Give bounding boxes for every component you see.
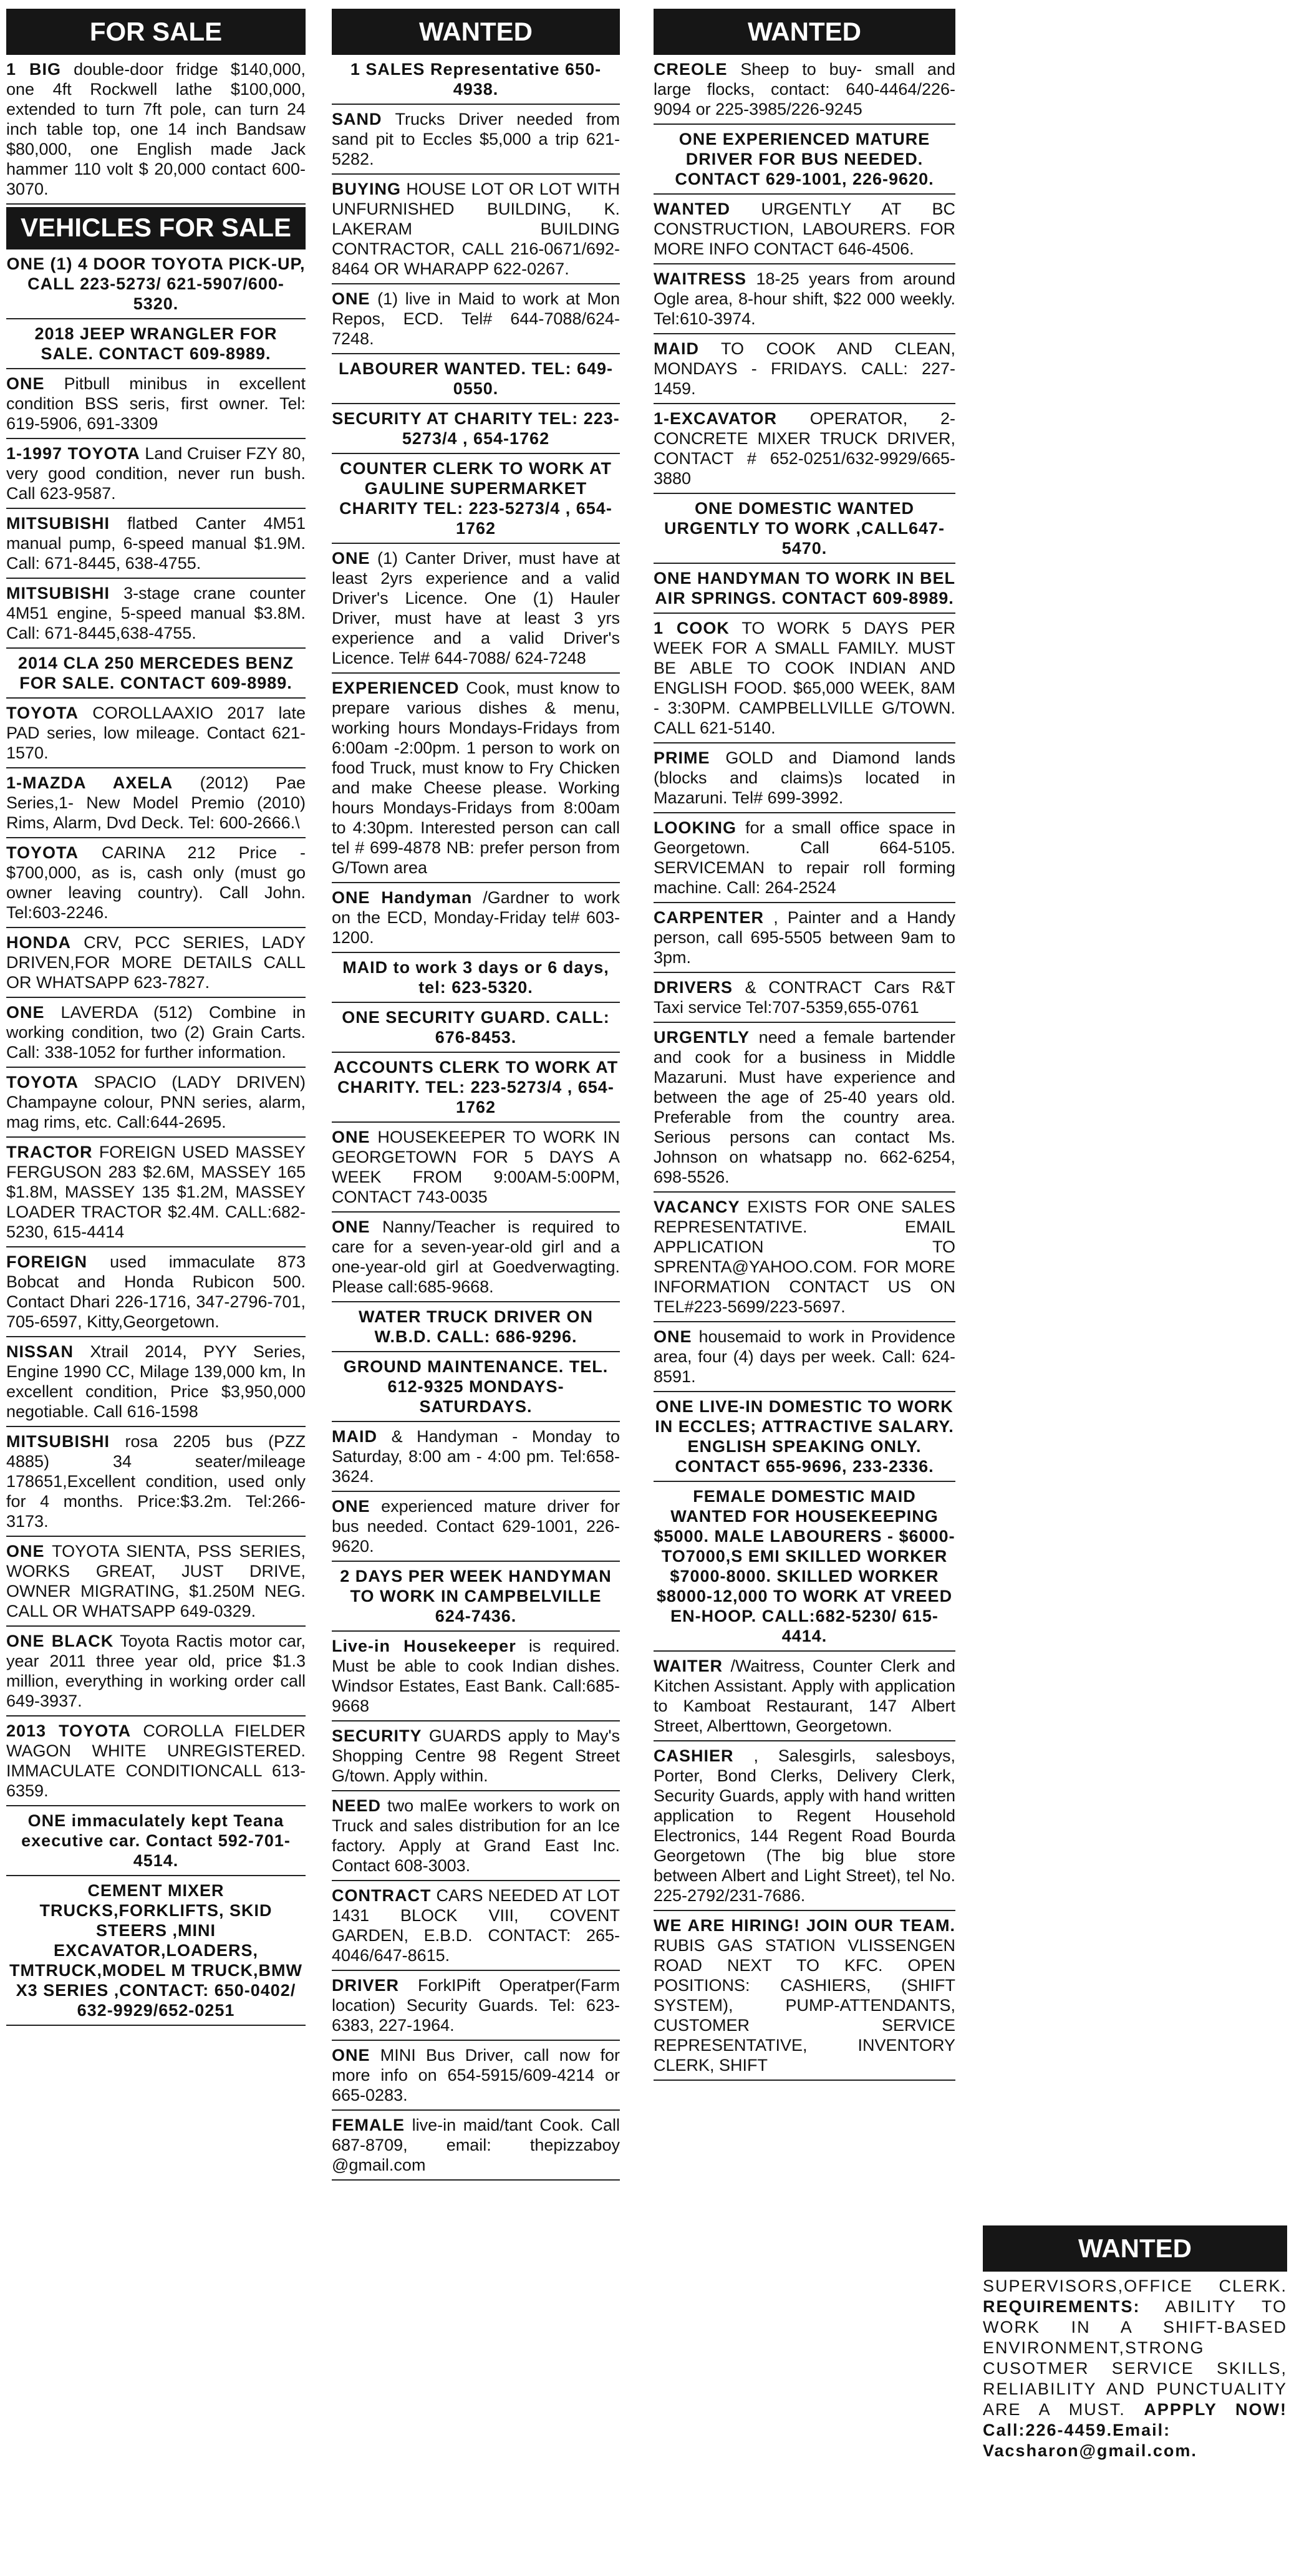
ad-text: HOUSEKEEPER TO WORK IN GEORGETOWN FOR 5 DAYS A WEEK FROM 9:00AM-5:00PM, CONTACT 743-0035 [332,1128,620,1207]
classified-ad [654,55,955,125]
ad-lead: HONDA [6,933,71,952]
ad-text: LAVERDA (512) Combine in working condition, two (2) Grain Carts. Call: 338-1052 for further information. [6,1003,306,1062]
ad-lead: ONE [332,1218,370,1237]
ad-list-for-sale [6,55,306,205]
classified-ad [654,1392,955,1482]
section-header-vehicles: VEHICLES FOR SALE [6,207,306,249]
ad-text: 3-stage crane counter 4M51 engine, 5-speed manual $3.8M. Call: 671-8445,638-4755. [6,584,306,643]
ad-lead: ONE [332,2046,370,2065]
classified-ad [654,1322,955,1392]
ad-text: Pitbull minibus in excellent condition BSS seris, first owner. Tel: 619-5906, 691-3309 [6,374,306,433]
ad-list-wanted-2 [654,55,955,2081]
ad-text: live-in maid/tant Cook. Call 687-8709, email: thepizzaboy @gmail.com [332,2116,620,2175]
ad-lead: WAITRESS [654,269,747,289]
ad-text: GUARDS apply to May's Shopping Centre 98 Regent Street G/town. Apply within. [332,1726,620,1786]
ad-lead: NEED [332,1796,382,1816]
classified-ad [332,883,620,953]
ad-lead: PRIME [654,748,710,768]
ad-lead: 1 SALES Representative 650-4938. [350,60,602,99]
ad-lead: WAITER [654,1657,723,1676]
classified-ad [6,998,306,1068]
ad-lead: COUNTER CLERK TO WORK AT GAULINE SUPERMARKET CHARITY TEL: 223-5273/4 , 654-1762 [339,459,612,538]
ad-text: CRV, PCC SERIES, LADY DRIVEN,FOR MORE DETAILS CALL OR WHATSAPP 623-7827. [6,933,306,992]
classified-ad [6,1427,306,1537]
classified-ad [654,614,955,743]
ad-lead: CREOLE [654,60,728,79]
ad-text: FOREIGN USED MASSEY FERGUSON 283 $2.6M, MASSEY 165 $1.8M, MASSEY 135 $1.2M, MASSEY LOADER TRACTOR $2.4M. CALL:682-5230, 615-4414 [6,1143,306,1242]
classified-ad [983,2272,1287,2466]
ad-lead: ONE [654,1327,692,1347]
ad-lead: MITSUBISHI [6,1432,110,1451]
ad-lead: LABOURER WANTED. TEL: 649-0550. [338,359,614,399]
ad-lead: ONE HANDYMAN TO WORK IN BEL AIR SPRINGS. CONTACT 609-8989. [654,569,955,608]
ad-lead: EXPERIENCED [332,679,460,698]
ad-text: , Painter and a Handy person, call 695-5505 between 9am to 3pm. [654,908,955,967]
classified-ad [654,973,955,1023]
ad-lead: ONE [332,549,370,568]
ad-lead: 2014 CLA 250 MERCEDES BENZ FOR SALE. CONTACT 609-8989. [17,654,294,693]
ad-lead: ONE SECURITY GUARD. CALL: 676-8453. [342,1008,610,1047]
ad-lead: GROUND MAINTENANCE. TEL. 612-9325 MONDAYS-SATURDAYS. [343,1357,609,1416]
ad-lead: TOYOTA [6,843,79,863]
classified-ad [332,1721,620,1791]
classified-ad [332,1213,620,1302]
classified-ad [654,903,955,973]
classified-ad [654,195,955,264]
ad-lead: SAND [332,110,382,129]
ad-lead: 1 COOK [654,619,730,638]
ad-lead: REQUIREMENTS: [983,2297,1141,2317]
ad-lead: ONE [6,374,45,394]
ad-lead: CARPENTER [654,908,765,927]
classified-ad [6,439,306,509]
classified-ad [332,354,620,404]
ad-lead: 1-EXCAVATOR [654,409,778,429]
classified-ad [654,1193,955,1322]
ad-text: experienced mature driver for bus needed. Contact 629-1001, 226-9620. [332,1497,620,1556]
section-header-wanted: WANTED [332,9,620,55]
ad-text: Nanny/Teacher is required to care for a seven-year-old girl and a one-year-old girl at Goedverwagting. Please call:685-9668. [332,1218,620,1297]
classified-ad [654,1911,955,2081]
ad-text: ABILITY TO WORK IN A SHIFT-BASED ENVIRONMENT,STRONG CUSOTMER SERVICE SKILLS, RELIABILITY AND PUNCTUALITY ARE A MUST. [983,2297,1287,2419]
ad-text: OPERATOR, 2- CONCRETE MIXER TRUCK DRIVER, CONTACT # 652-0251/632-9929/665-3880 [654,409,955,488]
ad-lead: ONE [6,1542,45,1561]
ad-lead: ONE [332,289,370,309]
ad-text: CARS NEEDED AT LOT 1431 BLOCK VIII, COVENT GARDEN, E.B.D. CONTACT: 265-4046/647-8615. [332,1886,620,1965]
ad-text: flatbed Canter 4M51 manual pump, 6-speed manual $1.9M. Call: 671-8445, 638-4755. [6,514,306,573]
classified-ad [654,1652,955,1741]
ad-text: SPACIO (LADY DRIVEN) Champayne colour, PNN series, alarm, mag rims, etc. Call:644-2695. [6,1073,306,1132]
classified-ad [654,743,955,813]
classified-ad [332,1352,620,1422]
ad-text: MINI Bus Driver, call now for more info on 654-5915/609-4214 or 665-0283. [332,2046,620,2105]
ad-text: Land Cruiser FZY 80, very good condition, never run bush. Call 623-9587. [6,444,306,503]
ad-lead: ONE [6,1003,45,1022]
ad-lead: FOREIGN [6,1252,88,1272]
ad-lead: ONE [332,1497,370,1516]
classified-ad [332,1881,620,1971]
ad-text: (1) Canter Driver, must have at least 2yrs experience and a valid Driver's Licence. One (1) Hauler Driver, must have at least 3 yrs experience and a valid Driver's Licence. Tel# 644-7088/ 624-7248 [332,549,620,668]
ad-list-wanted-1 [332,55,620,2181]
ad-lead: BUYING [332,180,402,199]
ad-lead: CEMENT MIXER TRUCKS,FORKLIFTS, SKID STEERS ,MINI EXCAVATOR,LOADERS, TMTRUCK,MODEL M TRUCK,BMW X3 SERIES ,CONTACT: 650-0402/ 632-9929/652-0251 [9,1881,302,2020]
classified-ad [6,928,306,998]
classified-ad [6,579,306,649]
ad-lead: VACANCY [654,1198,740,1217]
ad-lead: DRIVER [332,1976,400,1995]
classified-ad [332,674,620,883]
classified-ad [332,544,620,674]
ad-text: RUBIS GAS STATION VLISSENGEN ROAD NEXT TO KFC. OPEN POSITIONS: CASHIERS, (SHIFT SYSTEM), PUMP-ATTENDANTS, CUSTOMER SERVICE REPRESENTATIVE, INVENTORY CLERK, SHIFT [654,1936,955,2075]
ad-lead: ONE LIVE-IN DOMESTIC TO WORK IN ECCLES; ATTRACTIVE SALARY. ENGLISH SPEAKING ONLY. CONTACT 655-9696, 233-2336. [655,1397,954,1476]
classified-ad [6,768,306,838]
classified-ad [6,1337,306,1427]
ad-lead: NISSAN [6,1342,74,1362]
classified-ad [332,1632,620,1721]
classified-ad [332,1562,620,1632]
ad-text: TO COOK AND CLEAN, MONDAYS - FRIDAYS. CALL: 227-1459. [654,339,955,399]
ad-text: SUPERVISORS,OFFICE CLERK. [983,2277,1287,2296]
classified-ad [332,2111,620,2181]
classified-ad [6,249,306,319]
ad-text: for a small office space in Georgetown. Call 664-5105. SERVICEMAN to repair roll forming machine. Call: 264-2524 [654,818,955,898]
classified-ad [332,284,620,354]
classified-ad [654,264,955,334]
ad-text: housemaid to work in Providence area, four (4) days per week. Call: 624-8591. [654,1327,955,1387]
ad-lead: TOYOTA [6,704,79,723]
ad-lead: WATER TRUCK DRIVER ON W.B.D. CALL: 686-9296. [359,1307,593,1347]
classified-ad [332,1302,620,1352]
ad-text: rosa 2205 bus (PZZ 4885) 34 seater/mileage 178651,Excellent condition, used only for 4 months. Price:$3.2m. Tel:266-3173. [6,1432,306,1531]
classified-ad [332,1053,620,1123]
classified-ad [332,454,620,544]
ad-text: two malEe workers to work on Truck and sales distribution for an Ice factory. Apply at Grand East Inc. Contact 608-3003. [332,1796,620,1876]
column-wanted-3 [983,2225,1287,2466]
ad-lead: FEMALE DOMESTIC MAID WANTED FOR HOUSEKEEPING $5000. MALE LABOURERS - $6000-TO7000,S EMI SKILLED WORKER $7000-8000. SKILLED WORKER $8000-12,000 TO WORK AT VREED EN-HOOP. CALL:682-5230/ 615-4414. [654,1487,955,1646]
classified-ad [332,55,620,105]
ad-lead: ONE [332,1128,370,1147]
ad-lead: ONE (1) 4 DOOR TOYOTA PICK-UP, CALL 223-5273/ 621-5907/600-5320. [6,254,306,314]
classified-ad [332,953,620,1003]
ad-lead: SECURITY AT CHARITY TEL: 223-5273/4 , 654-1762 [332,409,620,448]
classified-ad [332,1492,620,1562]
ad-lead: LOOKING [654,818,736,838]
ad-text: Toyota Ractis motor car, year 2011 three year old, price $1.3 million, everything in working order call 649-3937. [6,1632,306,1711]
ad-lead: 1 BIG [6,60,62,79]
classified-ad [654,1741,955,1911]
ad-lead: CASHIER [654,1746,734,1766]
classified-ad [6,1537,306,1627]
ad-lead: WANTED [654,200,730,219]
classified-ad [332,1003,620,1053]
ad-text: & CONTRACT Cars R&T Taxi service Tel:707-5359,655-0761 [654,978,955,1017]
ad-lead: MAID [332,1427,377,1446]
classified-ad [654,1482,955,1652]
ad-text: URGENTLY AT BC CONSTRUCTION, LABOURERS. FOR MORE INFO CONTACT 646-4506. [654,200,955,259]
classified-ad [654,125,955,195]
ad-text: GOLD and Diamond lands (blocks and claims)s located in Mazaruni. Tel# 699-3992. [654,748,955,808]
column-wanted-1 [332,9,620,2181]
ad-lead: FEMALE [332,2116,405,2135]
ad-list-vehicles [6,249,306,2026]
classified-ad [6,1806,306,1876]
ad-lead: ONE immaculately kept Teana executive car. Contact 592-701-4514. [21,1811,291,1871]
ad-text: is required. Must be able to cook Indian dishes. Windsor Estates, East Bank. Call:685-9668 [332,1637,620,1716]
classified-ad [654,1023,955,1193]
classified-ad [332,1123,620,1213]
ad-text: 18-25 years from around Ogle area, 8-hour shift, $22 000 weekly. Tel:610-3974. [654,269,955,329]
ad-lead: WE ARE HIRING! JOIN OUR TEAM. [654,1916,955,1935]
ad-text: Trucks Driver needed from sand pit to Eccles $5,000 a trip 621-5282. [332,110,620,169]
ad-text: /Gardner to work on the ECD, Monday-Friday tel# 603-1200. [332,888,620,947]
classified-ad [654,564,955,614]
section-header-wanted: WANTED [983,2225,1287,2272]
ad-lead: 1-1997 TOYOTA [6,444,140,463]
classified-ad [6,1717,306,1806]
classified-ad [332,105,620,175]
classified-ad [6,649,306,699]
ad-text: ForkIPift Operatper(Farm location) Security Guards. Tel: 623-6383, 227-1964. [332,1976,620,2035]
classified-ad [6,838,306,928]
ad-lead: URGENTLY [654,1028,750,1047]
classified-ad [6,1627,306,1717]
column-wanted-2 [654,9,955,2081]
ad-lead: MAID [654,339,699,359]
ad-lead: MITSUBISHI [6,514,110,533]
classified-ad [332,2041,620,2111]
ad-text: used immaculate 873 Bobcat and Honda Rubicon 500. Contact Dhari 226-1716, 347-2796-701, 705-6597, Kitty,Georgetown. [6,1252,306,1332]
section-header-for-sale: FOR SALE [6,9,306,55]
classified-ad [654,813,955,903]
ad-lead: ACCOUNTS CLERK TO WORK AT CHARITY. TEL: 223-5273/4 , 654-1762 [333,1058,619,1117]
column-for-sale [6,9,306,2026]
ad-text: TOYOTA SIENTA, PSS SERIES, WORKS GREAT, JUST DRIVE, OWNER MIGRATING, $1.250M NEG. CALL OR WHATSAPP 649-0329. [6,1542,306,1621]
ad-text: COROLLAAXIO 2017 late PAD series, low mileage. Contact 621-1570. [6,704,306,763]
ad-text: Xtrail 2014, PYY Series, Engine 1990 CC, Milage 139,000 km, In excellent condition, Price $3,950,000 negotiable. Call 616-1598 [6,1342,306,1421]
ad-text: Cook, must know to prepare various dishes & menu, working hours Mondays-Fridays from 6:00am -2:00pm. 1 person to work on food Truck, must know to Fry Chicken and make Cheese please. Working hours Mondays-Fridays from 8:00am to 4:30pm. Interested person can call tel # 699-4878 NB: prefer person from G/Town area [332,679,620,878]
classified-ad [332,175,620,284]
section-header-wanted: WANTED [654,9,955,55]
ad-text: (2012) Pae Series,1- New Model Premio (2010) Rims, Alarm, Dvd Deck. Tel: 600-2666.\ [6,773,306,833]
classified-ad [654,494,955,564]
ad-apply: APPPLY NOW! Call:226-4459.Email: Vacsharon@gmail.com. [983,2400,1287,2461]
ad-lead: ONE DOMESTIC WANTED URGENTLY TO WORK ,CALL647-5470. [664,499,945,558]
ad-text: TO WORK 5 DAYS PER WEEK FOR A SMALL FAMILY. MUST BE ABLE TO COOK INDIAN AND ENGLISH FOOD. $65,000 WEEK, 8AM - 3:30PM. CAMPBELLVILLE G/TOWN. CALL 621-5140. [654,619,955,738]
ad-text: double-door fridge $140,000, one 4ft Rockwell lathe $100,000, extended to turn 7ft pole, can turn 24 inch table top, one 14 inch Bandsaw $80,000, one English made Jack hammer 110 volt $ 20,000 contact 600-3070. [6,60,306,199]
classified-ad [6,369,306,439]
ad-text: /Waitress, Counter Clerk and Kitchen Assistant. Apply with application to Kamboat Restaurant, 147 Albert Street, Alberttown, Georgetown. [654,1657,955,1736]
classified-ad [332,404,620,454]
classified-ad [6,1068,306,1138]
ad-text: (1) live in Maid to work at Mon Repos, ECD. Tel# 644-7088/624-7248. [332,289,620,349]
ad-lead: CONTRACT [332,1886,432,1905]
ad-lead: 2018 JEEP WRANGLER FOR SALE. CONTACT 609-8989. [34,324,278,364]
ad-lead: SECURITY [332,1726,422,1746]
ad-lead: ONE Handyman [332,888,473,908]
ad-lead: 2 DAYS PER WEEK HANDYMAN TO WORK IN CAMPBELVILLE 624-7436. [340,1567,612,1626]
ad-text: CARINA 212 Price - $700,000, as is, cash only (must go owner leaving country). Call John. Tel:603-2246. [6,843,306,922]
classified-ad [654,334,955,404]
ad-text: Sheep to buy- small and large flocks, contact: 640-4464/226-9094 or 225-3985/226-9245 [654,60,955,119]
classified-ad [6,509,306,579]
classified-ad [654,404,955,494]
ad-lead: DRIVERS [654,978,733,997]
ad-lead: 1-MAZDA AXELA [6,773,173,793]
classified-ad [6,1247,306,1337]
classified-ad [6,1138,306,1247]
classified-ad [332,1422,620,1492]
classified-ad [332,1791,620,1881]
classified-ad [6,1876,306,2026]
ad-text: need a female bartender and cook for a business in Middle Mazaruni. Must have experience and between the age of 25-40 years old. Preferable from the country area. Serious persons can contact Ms. Johnson on whatsapp no. 662-6254, 698-5526. [654,1028,955,1187]
classified-ad [332,1971,620,2041]
ad-text: & Handyman - Monday to Saturday, 8:00 am - 4:00 pm. Tel:658-3624. [332,1427,620,1486]
ad-text: COROLLA FIELDER WAGON WHITE UNREGISTERED. IMMACULATE CONDITIONCALL 613-6359. [6,1721,306,1801]
ad-lead: 2013 TOYOTA [6,1721,132,1741]
classified-ad [6,319,306,369]
ad-lead: TRACTOR [6,1143,93,1162]
ad-text: , Salesgirls, salesboys, Porter, Bond Clerks, Delivery Clerk, Security Guards, apply with hand written application to Regent Household Electronics, 144 Regent Road Bourda Georgetown (The big blue store between Albert and Light Street), tel No. 225-2792/231-7686. [654,1746,955,1905]
ad-lead: MAID to work 3 days or 6 days, tel: 623-5320. [342,958,609,997]
classified-ad [6,55,306,205]
ad-lead: MITSUBISHI [6,584,110,603]
ad-lead: TOYOTA [6,1073,79,1092]
classified-ad [6,699,306,768]
ad-lead: ONE EXPERIENCED MATURE DRIVER FOR BUS NEEDED. CONTACT 629-1001, 226-9620. [675,130,934,189]
ad-lead: Live-in Housekeeper [332,1637,516,1656]
ad-lead: ONE BLACK [6,1632,114,1651]
ad-text: HOUSE LOT OR LOT WITH UNFURNISHED BUILDING, K. LAKERAM BUILDING CONTRACTOR, CALL 216-0671/692-8464 OR WHARAPP 622-0267. [332,180,620,279]
ad-text: EXISTS FOR ONE SALES REPRESENTATIVE. EMAIL APPLICATION TO SPRENTA@YAHOO.COM. FOR MORE INFORMATION CONTACT US ON TEL#223-5699/223-5697. [654,1198,955,1317]
